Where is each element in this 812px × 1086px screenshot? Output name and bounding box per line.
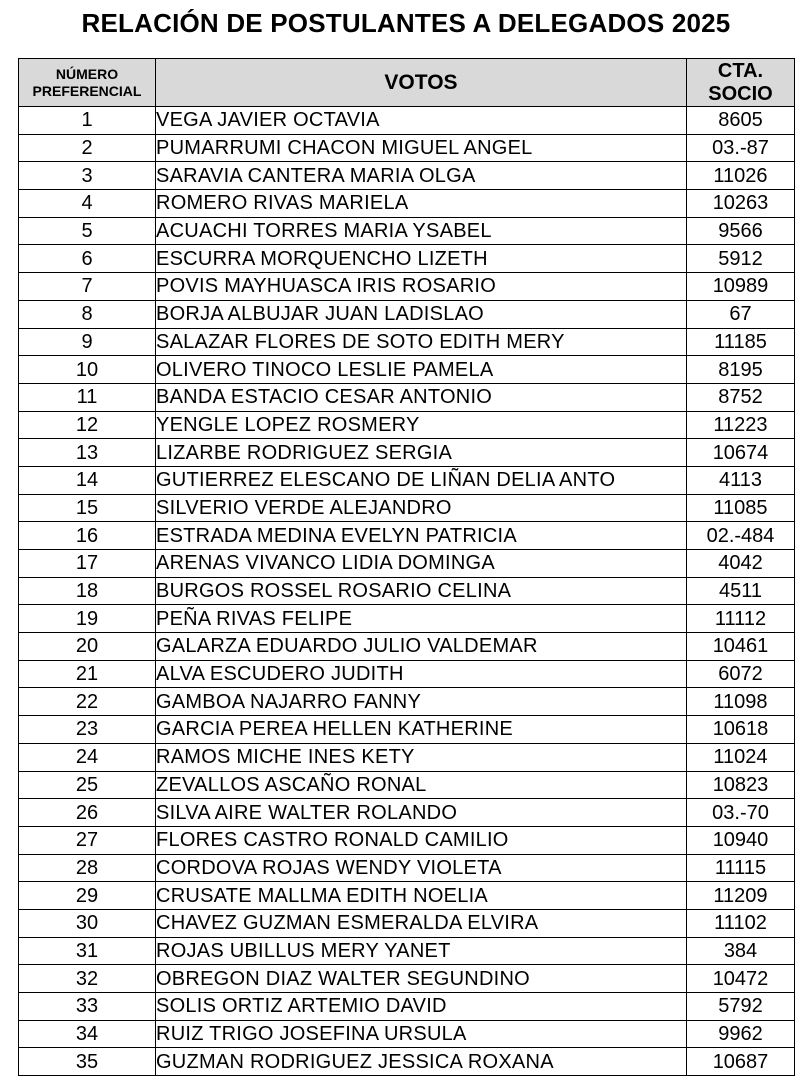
member-account-cell: 10461 (687, 633, 795, 661)
member-account-cell: 11085 (687, 494, 795, 522)
candidate-name-cell: POVIS MAYHUASCA IRIS ROSARIO (156, 273, 687, 301)
member-account-cell: 9566 (687, 217, 795, 245)
preference-number-cell: 29 (19, 882, 156, 910)
candidate-name-cell: FLORES CASTRO RONALD CAMILIO (156, 826, 687, 854)
table-row (19, 522, 795, 550)
candidate-name-cell: BURGOS ROSSEL ROSARIO CELINA (156, 577, 687, 605)
member-account-cell: 03.-70 (687, 799, 795, 827)
candidate-name-cell: SILVERIO VERDE ALEJANDRO (156, 494, 687, 522)
table-row (19, 245, 795, 273)
member-account-cell: 11098 (687, 688, 795, 716)
table-row (19, 716, 795, 744)
candidate-name-cell: ARENAS VIVANCO LIDIA DOMINGA (156, 550, 687, 578)
member-account-cell: 10472 (687, 965, 795, 993)
preference-number-cell: 17 (19, 550, 156, 578)
preference-number-cell: 24 (19, 743, 156, 771)
member-account-cell: 5912 (687, 245, 795, 273)
member-account-cell: 03.-87 (687, 134, 795, 162)
candidate-name-cell: ACUACHI TORRES MARIA YSABEL (156, 217, 687, 245)
member-account-cell: 10687 (687, 1048, 795, 1076)
candidates-table (18, 58, 795, 1076)
preference-number-cell: 6 (19, 245, 156, 273)
candidate-name-cell: ZEVALLOS ASCAÑO RONAL (156, 771, 687, 799)
candidate-name-cell: GARCIA PEREA HELLEN KATHERINE (156, 716, 687, 744)
table-row (19, 494, 795, 522)
preference-number-cell: 35 (19, 1048, 156, 1076)
table-header (19, 59, 795, 107)
header-votos: VOTOS (156, 59, 687, 107)
preference-number-cell: 1 (19, 107, 156, 135)
preference-number-cell: 21 (19, 660, 156, 688)
table-row (19, 854, 795, 882)
member-account-cell: 67 (687, 300, 795, 328)
table-row (19, 660, 795, 688)
preference-number-cell: 20 (19, 633, 156, 661)
preference-number-cell: 8 (19, 300, 156, 328)
preference-number-cell: 26 (19, 799, 156, 827)
header-numero-line2: PREFERENCIAL (32, 82, 142, 99)
table-row (19, 743, 795, 771)
candidate-name-cell: LIZARBE RODRIGUEZ SERGIA (156, 439, 687, 467)
candidate-name-cell: RAMOS MICHE INES KETY (156, 743, 687, 771)
header-numero-preferencial (19, 59, 156, 107)
candidate-name-cell: VEGA JAVIER OCTAVIA (156, 107, 687, 135)
candidate-name-cell: GAMBOA NAJARRO FANNY (156, 688, 687, 716)
preference-number-cell: 3 (19, 162, 156, 190)
preference-number-cell: 2 (19, 134, 156, 162)
candidate-name-cell: CHAVEZ GUZMAN ESMERALDA ELVIRA (156, 909, 687, 937)
member-account-cell: 11026 (687, 162, 795, 190)
table-row (19, 439, 795, 467)
preference-number-cell: 23 (19, 716, 156, 744)
header-cta-socio (687, 59, 795, 107)
table-row (19, 217, 795, 245)
header-row (19, 59, 795, 107)
preference-number-cell: 25 (19, 771, 156, 799)
preference-number-cell: 11 (19, 383, 156, 411)
table-row (19, 550, 795, 578)
header-numero-line1: NÚMERO (55, 65, 119, 82)
preference-number-cell: 12 (19, 411, 156, 439)
candidate-name-cell: PUMARRUMI CHACON MIGUEL ANGEL (156, 134, 687, 162)
preference-number-cell: 10 (19, 356, 156, 384)
member-account-cell: 10989 (687, 273, 795, 301)
member-account-cell: 384 (687, 937, 795, 965)
candidate-name-cell: OLIVERO TINOCO LESLIE PAMELA (156, 356, 687, 384)
header-cta-line1: CTA. (717, 59, 764, 82)
candidate-name-cell: ROMERO RIVAS MARIELA (156, 190, 687, 218)
candidate-name-cell: SALAZAR FLORES DE SOTO EDITH MERY (156, 328, 687, 356)
candidate-name-cell: CORDOVA ROJAS WENDY VIOLETA (156, 854, 687, 882)
member-account-cell: 4042 (687, 550, 795, 578)
member-account-cell: 11185 (687, 328, 795, 356)
preference-number-cell: 27 (19, 826, 156, 854)
candidate-name-cell: GALARZA EDUARDO JULIO VALDEMAR (156, 633, 687, 661)
candidate-name-cell: SILVA AIRE WALTER ROLANDO (156, 799, 687, 827)
table-row (19, 1020, 795, 1048)
member-account-cell: 9962 (687, 1020, 795, 1048)
table-row (19, 799, 795, 827)
member-account-cell: 10618 (687, 716, 795, 744)
candidate-name-cell: ROJAS UBILLUS MERY YANET (156, 937, 687, 965)
table-row (19, 605, 795, 633)
table-row (19, 328, 795, 356)
table-row (19, 107, 795, 135)
table-row (19, 134, 795, 162)
member-account-cell: 11223 (687, 411, 795, 439)
table-row (19, 965, 795, 993)
preference-number-cell: 32 (19, 965, 156, 993)
candidate-name-cell: SOLIS ORTIZ ARTEMIO DAVID (156, 993, 687, 1021)
preference-number-cell: 4 (19, 190, 156, 218)
member-account-cell: 10674 (687, 439, 795, 467)
candidate-name-cell: GUZMAN RODRIGUEZ JESSICA ROXANA (156, 1048, 687, 1076)
member-account-cell: 4113 (687, 466, 795, 494)
member-account-cell: 6072 (687, 660, 795, 688)
preference-number-cell: 9 (19, 328, 156, 356)
preference-number-cell: 5 (19, 217, 156, 245)
candidate-name-cell: GUTIERREZ ELESCANO DE LIÑAN DELIA ANTO (156, 466, 687, 494)
member-account-cell: 8605 (687, 107, 795, 135)
candidate-name-cell: YENGLE LOPEZ ROSMERY (156, 411, 687, 439)
preference-number-cell: 30 (19, 909, 156, 937)
preference-number-cell: 18 (19, 577, 156, 605)
table-row (19, 688, 795, 716)
table-row (19, 300, 795, 328)
table-row (19, 771, 795, 799)
preference-number-cell: 14 (19, 466, 156, 494)
candidate-name-cell: CRUSATE MALLMA EDITH NOELIA (156, 882, 687, 910)
preference-number-cell: 31 (19, 937, 156, 965)
table-row (19, 356, 795, 384)
table-row (19, 882, 795, 910)
member-account-cell: 10823 (687, 771, 795, 799)
header-cta-line2: SOCIO (708, 82, 773, 105)
member-account-cell: 11112 (687, 605, 795, 633)
table-row (19, 633, 795, 661)
candidate-name-cell: BANDA ESTACIO CESAR ANTONIO (156, 383, 687, 411)
table-row (19, 909, 795, 937)
preference-number-cell: 19 (19, 605, 156, 633)
member-account-cell: 11102 (687, 909, 795, 937)
member-account-cell: 8752 (687, 383, 795, 411)
table-row (19, 993, 795, 1021)
page-title: RELACIÓN DE POSTULANTES A DELEGADOS 2025 (81, 8, 731, 38)
preference-number-cell: 34 (19, 1020, 156, 1048)
member-account-cell: 10940 (687, 826, 795, 854)
preference-number-cell: 33 (19, 993, 156, 1021)
candidate-name-cell: PEÑA RIVAS FELIPE (156, 605, 687, 633)
candidate-name-cell: SARAVIA CANTERA MARIA OLGA (156, 162, 687, 190)
preference-number-cell: 15 (19, 494, 156, 522)
table-row (19, 162, 795, 190)
table-row (19, 577, 795, 605)
table-row (19, 1048, 795, 1076)
candidate-name-cell: RUIZ TRIGO JOSEFINA URSULA (156, 1020, 687, 1048)
candidate-name-cell: ESTRADA MEDINA EVELYN PATRICIA (156, 522, 687, 550)
preference-number-cell: 16 (19, 522, 156, 550)
table-row (19, 411, 795, 439)
preference-number-cell: 7 (19, 273, 156, 301)
member-account-cell: 11209 (687, 882, 795, 910)
table-row (19, 273, 795, 301)
table-body (19, 107, 795, 1076)
member-account-cell: 5792 (687, 993, 795, 1021)
member-account-cell: 11115 (687, 854, 795, 882)
table-row (19, 937, 795, 965)
table-row (19, 466, 795, 494)
member-account-cell: 10263 (687, 190, 795, 218)
table-row (19, 190, 795, 218)
member-account-cell: 8195 (687, 356, 795, 384)
preference-number-cell: 28 (19, 854, 156, 882)
table-row (19, 826, 795, 854)
candidate-name-cell: ESCURRA MORQUENCHO LIZETH (156, 245, 687, 273)
preference-number-cell: 22 (19, 688, 156, 716)
candidate-name-cell: ALVA ESCUDERO JUDITH (156, 660, 687, 688)
candidate-name-cell: OBREGON DIAZ WALTER SEGUNDINO (156, 965, 687, 993)
member-account-cell: 11024 (687, 743, 795, 771)
preference-number-cell: 13 (19, 439, 156, 467)
member-account-cell: 4511 (687, 577, 795, 605)
member-account-cell: 02.-484 (687, 522, 795, 550)
candidate-name-cell: BORJA ALBUJAR JUAN LADISLAO (156, 300, 687, 328)
table-row (19, 383, 795, 411)
